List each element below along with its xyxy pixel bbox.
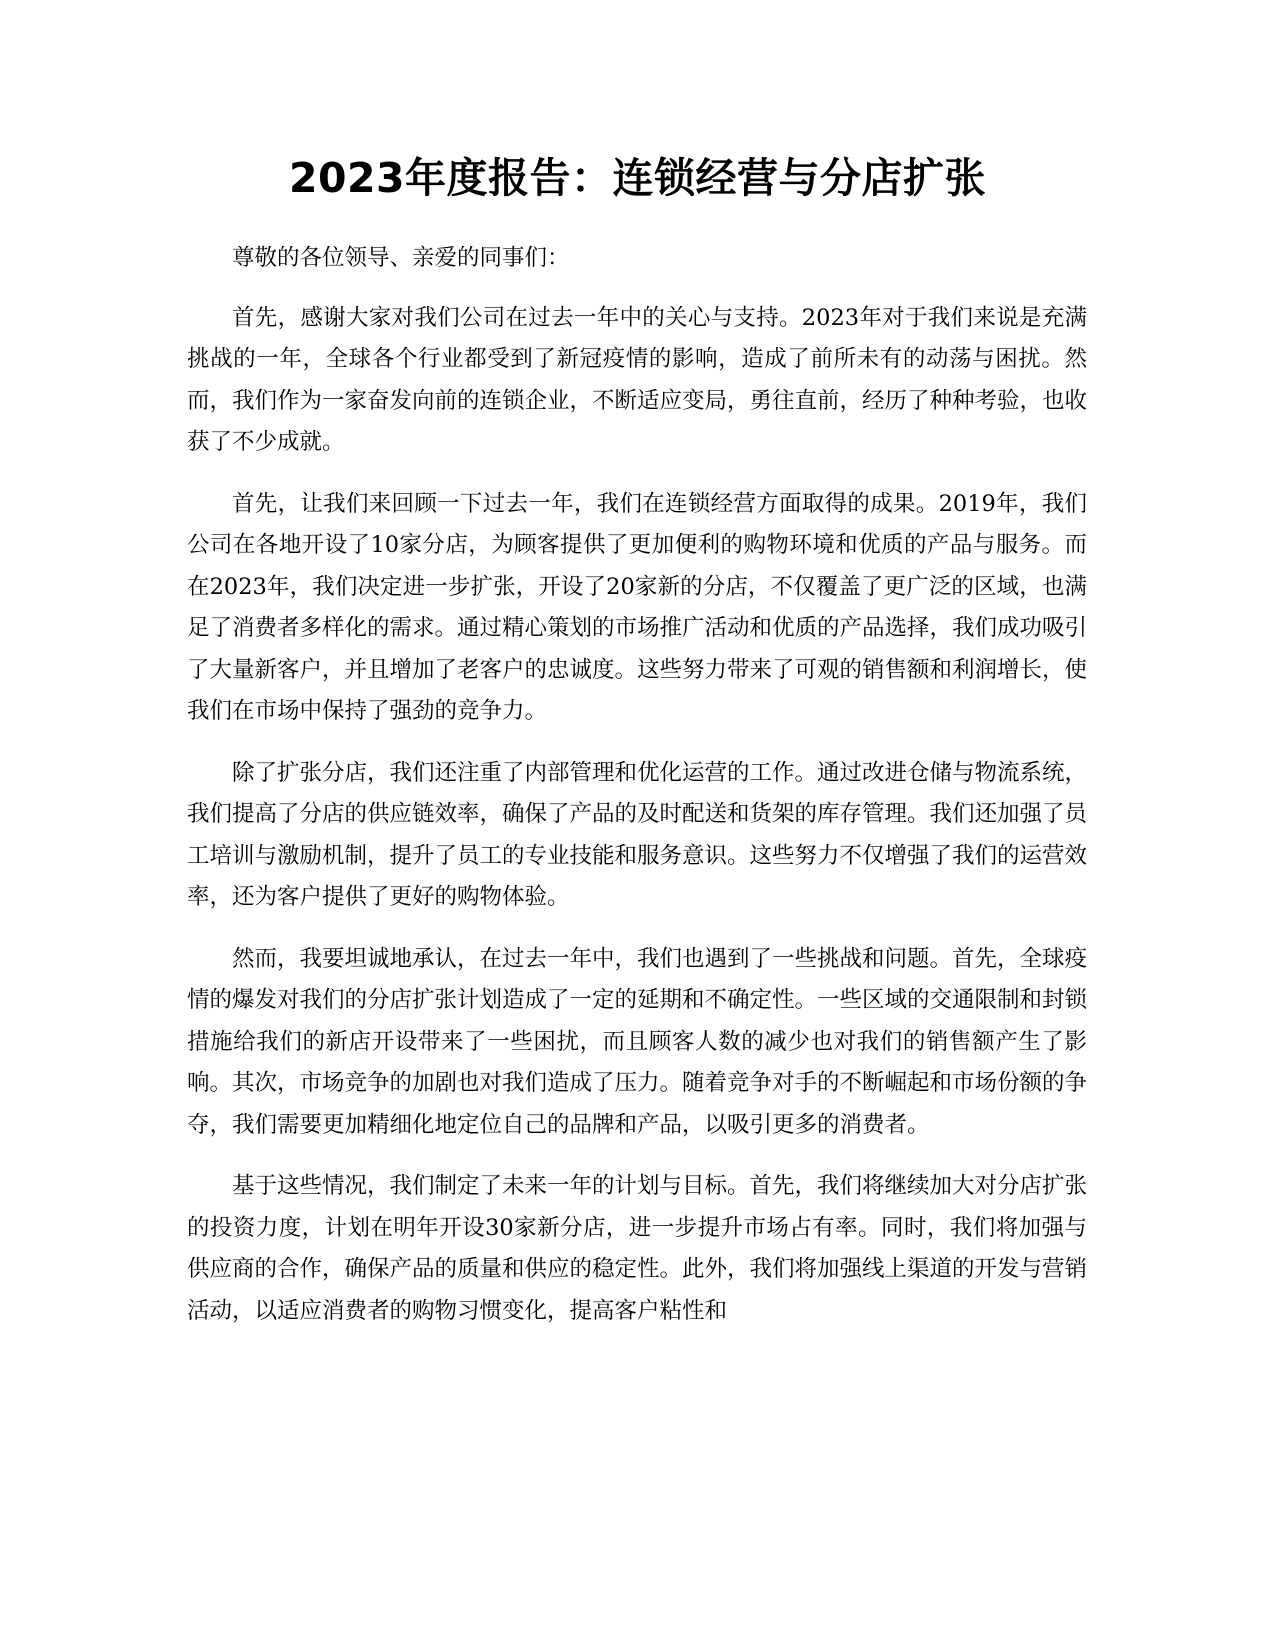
document-body — [187, 238, 1087, 1352]
body-paragraph: 基于这些情况，我们制定了未来一年的计划与目标。首先，我们将继续加大对分店扩张的投资力度，计划在明年开设30家新分店，进一步提升市场占有率。同时，我们将加强与供应商的合作，确保产品的质量和供应的稳定性。此外，我们将加强线上渠道的开发与营销活动，以适应消费者的购物习惯变化，提高客户粘性和 — [187, 1173, 1088, 1324]
greeting-paragraph: 尊敬的各位领导、亲爱的同事们： — [232, 245, 570, 271]
document-title: 2023年度报告：连锁经营与分店扩张 — [288, 154, 987, 202]
body-paragraph: 然而，我要坦诚地承认，在过去一年中，我们也遇到了一些挑战和问题。首先，全球疫情的爆发对我们的分店扩张计划造成了一定的延期和不确定性。一些区域的交通限制和封锁措施给我们的新店开设带来了一些困扰，而且顾客人数的减少也对我们的销售额产生了影响。其次，市场竞争的加剧也对我们造成了压力。随着竞争对手的不断崛起和市场份额的争夺，我们需要更加精细化地定位自己的品牌和产品，以吸引更多的消费者。 — [187, 945, 1088, 1138]
body-paragraph: 除了扩张分店，我们还注重了内部管理和优化运营的工作。通过改进仓储与物流系统，我们提高了分店的供应链效率，确保了产品的及时配送和货架的库存管理。我们还加强了员工培训与激励机制，提升了员工的专业技能和服务意识。这些努力不仅增强了我们的运营效率，还为客户提供了更好的购物体验。 — [187, 759, 1088, 910]
body-paragraph: 首先，感谢大家对我们公司在过去一年中的关心与支持。2023年对于我们来说是充满挑战的一年，全球各个行业都受到了新冠疫情的影响，造成了前所未有的动荡与困扰。然而，我们作为一家奋发向前的连锁企业，不断适应变局，勇往直前，经历了种种考验，也收获了不少成就。 — [187, 304, 1088, 455]
body-paragraph: 首先，让我们来回顾一下过去一年，我们在连锁经营方面取得的成果。2019年，我们公司在各地开设了10家分店，为顾客提供了更加便利的购物环境和优质的产品与服务。而在2023年，我们决定进一步扩张，开设了20家新的分店，不仅覆盖了更广泛的区域，也满足了消费者多样化的需求。通过精心策划的市场推广活动和优质的产品选择，我们成功吸引了大量新客户，并且增加了老客户的忠诚度。这些努力带来了可观的销售额和利润增长，使我们在市场中保持了强劲的竞争力。 — [187, 490, 1088, 724]
